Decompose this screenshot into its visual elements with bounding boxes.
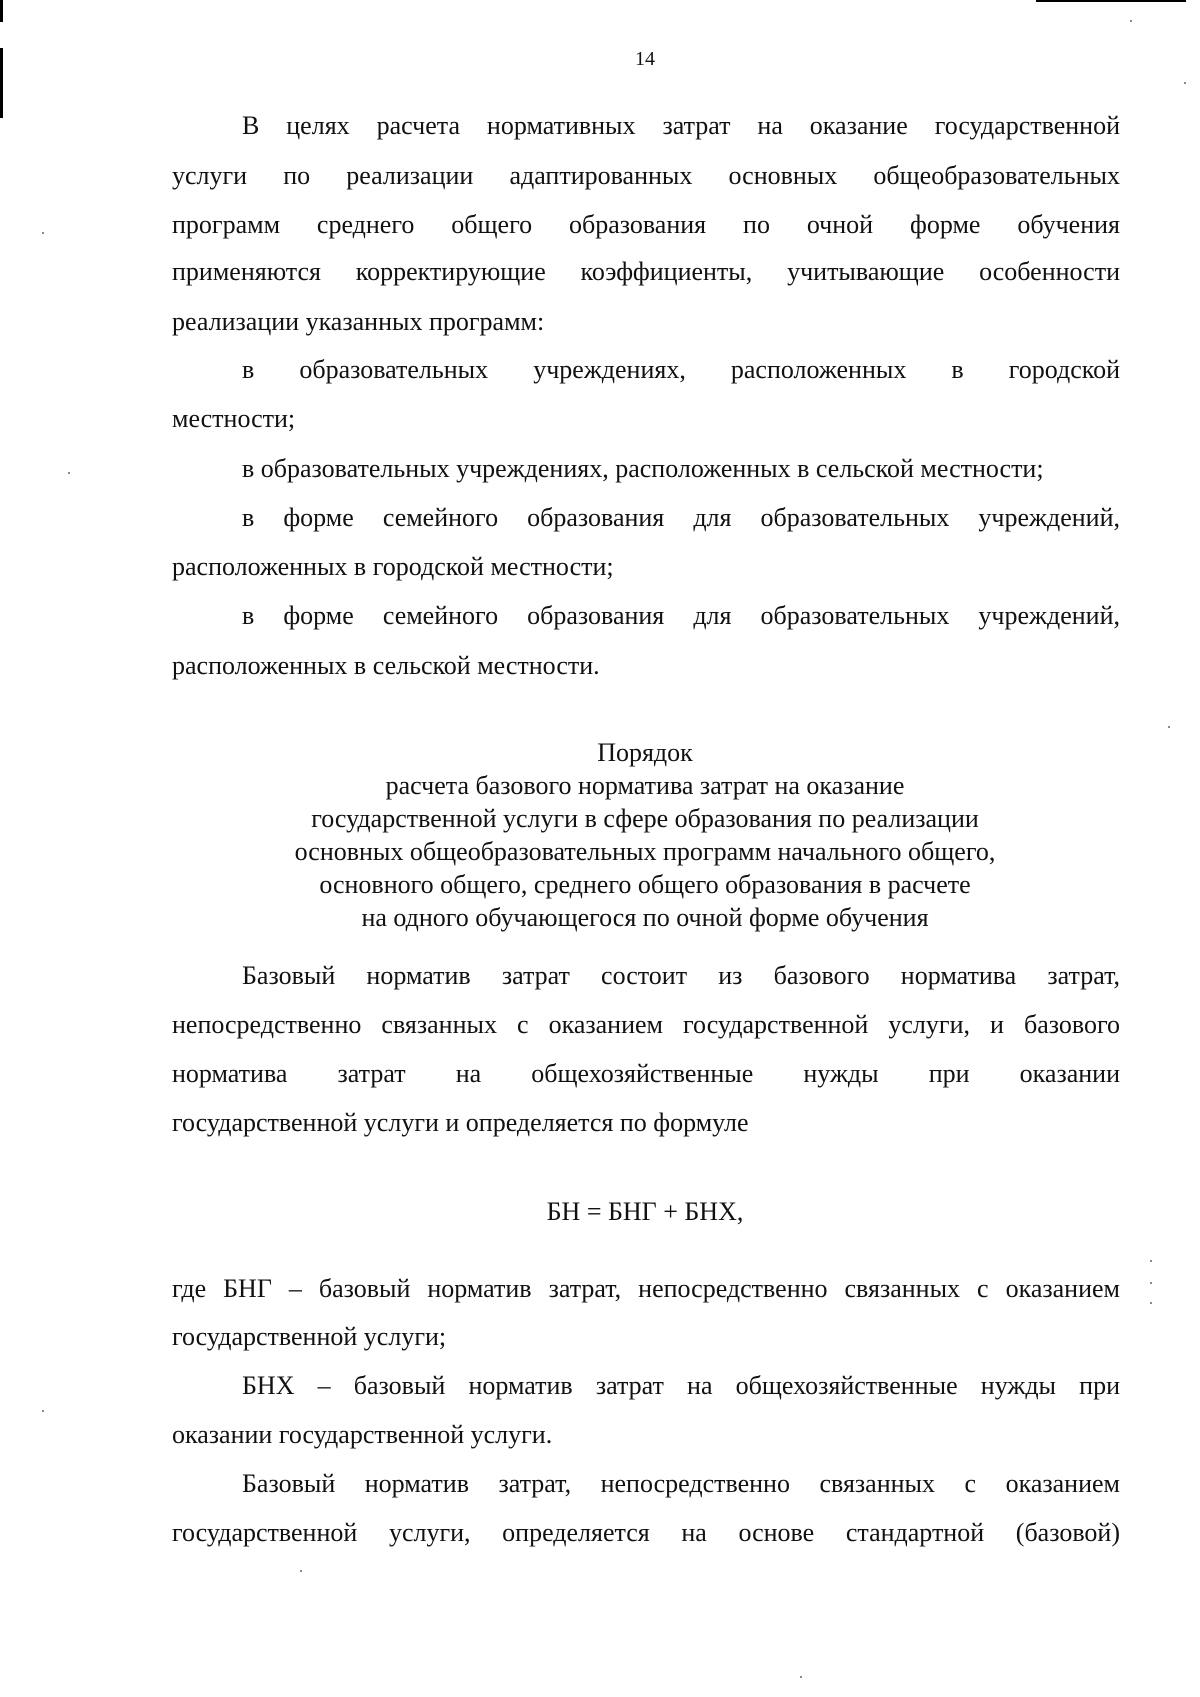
scan-speck (1168, 726, 1170, 728)
paragraph-line: государственной услуги и определяется по формуле (172, 1108, 749, 1137)
definition-line: БНХ – базовый норматив затрат на общехозяйственные нужды при (242, 1371, 1120, 1400)
section-heading-line: расчета базового норматива затрат на оказание (385, 771, 905, 800)
section-heading-title: Порядок (597, 738, 693, 767)
list-item: в образовательных учреждениях, расположенных в сельской местности; (242, 454, 1044, 483)
list-item-continuation: расположенных в сельской местности. (172, 651, 600, 680)
scan-edge-mark (0, 0, 3, 22)
scan-speck (42, 232, 44, 234)
scan-speck (300, 1570, 302, 1572)
scan-speck (1150, 1302, 1152, 1304)
paragraph-line: Базовый норматив затрат состоит из базового норматива затрат, (242, 961, 1120, 990)
paragraph-line: Базовый норматив затрат, непосредственно связанных с оказанием (242, 1469, 1120, 1498)
definition-line: оказании государственной услуги. (172, 1420, 553, 1449)
scan-speck (1184, 82, 1186, 84)
paragraph-line: реализации указанных программ: (172, 307, 545, 336)
paragraph-line: непосредственно связанных с оказанием государственной услуги, и базового (172, 1010, 1120, 1039)
scan-speck (42, 1410, 44, 1412)
section-heading-line: основного общего, среднего общего образования в расчете (319, 870, 971, 899)
definition-line: государственной услуги; (172, 1322, 447, 1351)
list-item-continuation: местности; (172, 404, 296, 433)
paragraph-line: программ среднего общего образования по очной форме обучения (172, 210, 1120, 239)
paragraph-line: норматива затрат на общехозяйственные нужды при оказании (172, 1059, 1120, 1088)
scan-speck (800, 1676, 802, 1678)
scan-top-rule (1036, 0, 1186, 2)
paragraph-line: применяются корректирующие коэффициенты, учитывающие особенности (172, 257, 1120, 286)
section-heading-line: на одного обучающегося по очной форме обучения (361, 903, 929, 932)
paragraph-line: государственной услуги, определяется на основе стандартной (базовой) (172, 1518, 1120, 1547)
list-item-continuation: расположенных в городской местности; (172, 552, 614, 581)
formula: БН = БНГ + БНХ, (546, 1197, 744, 1226)
definition-line: где БНГ – базовый норматив затрат, непосредственно связанных с оказанием (172, 1274, 1120, 1303)
section-heading-line: основных общеобразовательных программ начального общего, (294, 837, 996, 866)
paragraph-line: услуги по реализации адаптированных основных общеобразовательных (172, 161, 1120, 190)
list-item: в форме семейного образования для образовательных учреждений, (242, 503, 1120, 532)
page-number: 14 (635, 48, 655, 70)
list-item: в образовательных учреждениях, расположенных в городской (242, 355, 1120, 384)
scan-speck (68, 472, 70, 474)
scan-speck (1150, 1260, 1152, 1262)
paragraph-line: В целях расчета нормативных затрат на оказание государственной (242, 111, 1120, 140)
scan-speck (1130, 20, 1132, 22)
list-item: в форме семейного образования для образовательных учреждений, (242, 601, 1120, 630)
scan-speck (1150, 1282, 1152, 1284)
section-heading-line: государственной услуги в сфере образования по реализации (311, 804, 979, 833)
